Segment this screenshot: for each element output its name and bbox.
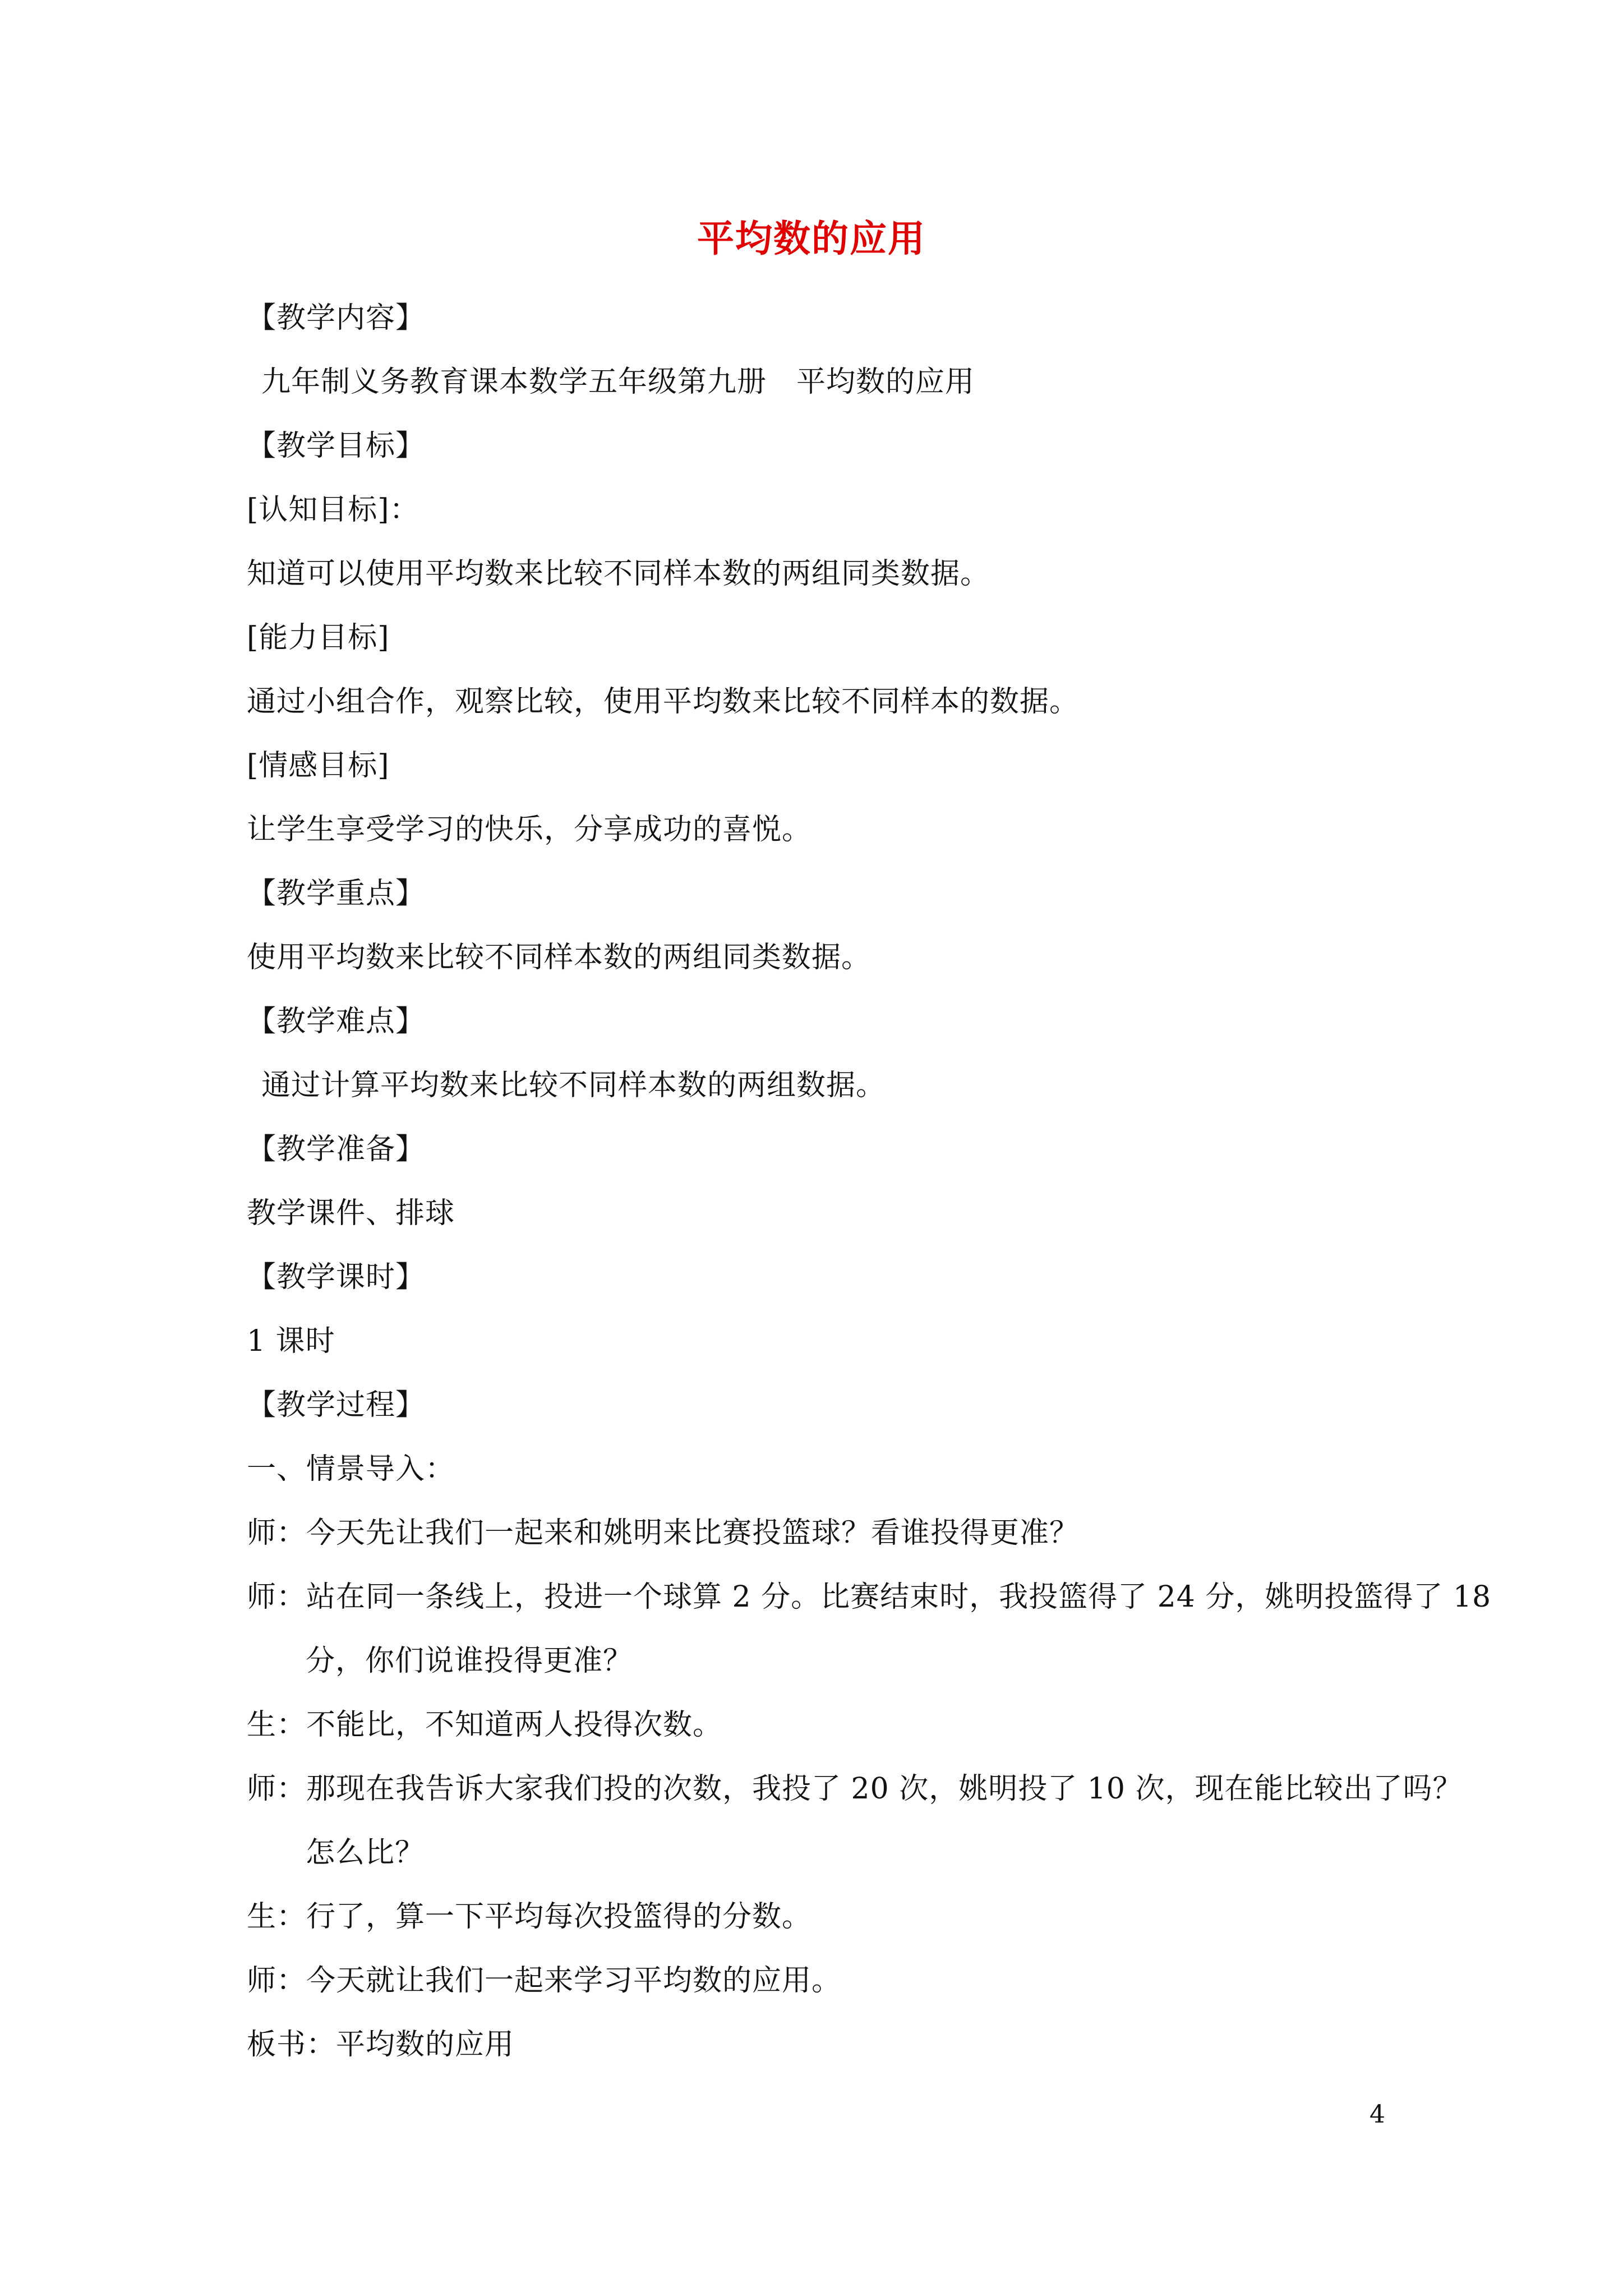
subheading-emotion-goal: [情感目标] <box>247 749 390 783</box>
dialogue-line-continuation: 分，你们说谁投得更准？ <box>306 1644 633 1678</box>
paragraph-key-point: 使用平均数来比较不同样本数的两组同类数据。 <box>247 941 872 974</box>
paragraph-ability-goal: 通过小组合作，观察比较，使用平均数来比较不同样本的数据。 <box>247 685 1080 719</box>
dialogue-line: 师：今天先让我们一起来和姚明来比赛投篮球？看谁投得更准？ <box>247 1516 1080 1550</box>
dialogue-line: 师：今天就让我们一起来学习平均数的应用。 <box>247 1964 842 1998</box>
paragraph-difficulty: 通过计算平均数来比较不同样本数的两组数据。 <box>261 1069 886 1102</box>
paragraph-textbook: 九年制义务教育课本数学五年级第九册 平均数的应用 <box>261 365 975 399</box>
dialogue-line: 生：行了，算一下平均每次投篮得的分数。 <box>247 1900 812 1934</box>
dialogue-line: 师：站在同一条线上，投进一个球算 2 分。比赛结束时，我投篮得了 24 分，姚明投篮得了 18 <box>247 1580 1492 1614</box>
heading-class-hours: 【教学课时】 <box>247 1260 426 1294</box>
heading-difficulty: 【教学难点】 <box>247 1005 426 1038</box>
page-number: 4 <box>1370 2100 1385 2129</box>
heading-teaching-process: 【教学过程】 <box>247 1388 426 1422</box>
paragraph-emotion-goal: 让学生享受学习的快乐，分享成功的喜悦。 <box>247 813 812 846</box>
dialogue-line: 师：那现在我告诉大家我们投的次数，我投了 20 次，姚明投了 10 次，现在能比较出了吗？ <box>247 1772 1463 1806</box>
dialogue-line: 生：不能比，不知道两人投得次数。 <box>247 1708 723 1742</box>
board-writing-line: 板书：平均数的应用 <box>247 2028 515 2062</box>
subheading-cognitive-goal: [认知目标]： <box>247 493 419 527</box>
subheading-ability-goal: [能力目标] <box>247 621 390 655</box>
heading-teaching-goals: 【教学目标】 <box>247 429 426 463</box>
paragraph-preparation: 教学课件、排球 <box>247 1197 455 1230</box>
paragraph-cognitive-goal: 知道可以使用平均数来比较不同样本数的两组同类数据。 <box>247 557 990 591</box>
heading-preparation: 【教学准备】 <box>247 1133 426 1166</box>
heading-key-point: 【教学重点】 <box>247 877 426 910</box>
paragraph-class-hours: 1 课时 <box>247 1324 335 1358</box>
heading-teaching-content: 【教学内容】 <box>247 301 426 335</box>
document-body <box>247 286 1492 2077</box>
dialogue-line-continuation: 怎么比？ <box>306 1836 425 1870</box>
subheading-scenario-intro: 一、情景导入： <box>247 1452 455 1486</box>
document-title: 平均数的应用 <box>697 217 926 260</box>
